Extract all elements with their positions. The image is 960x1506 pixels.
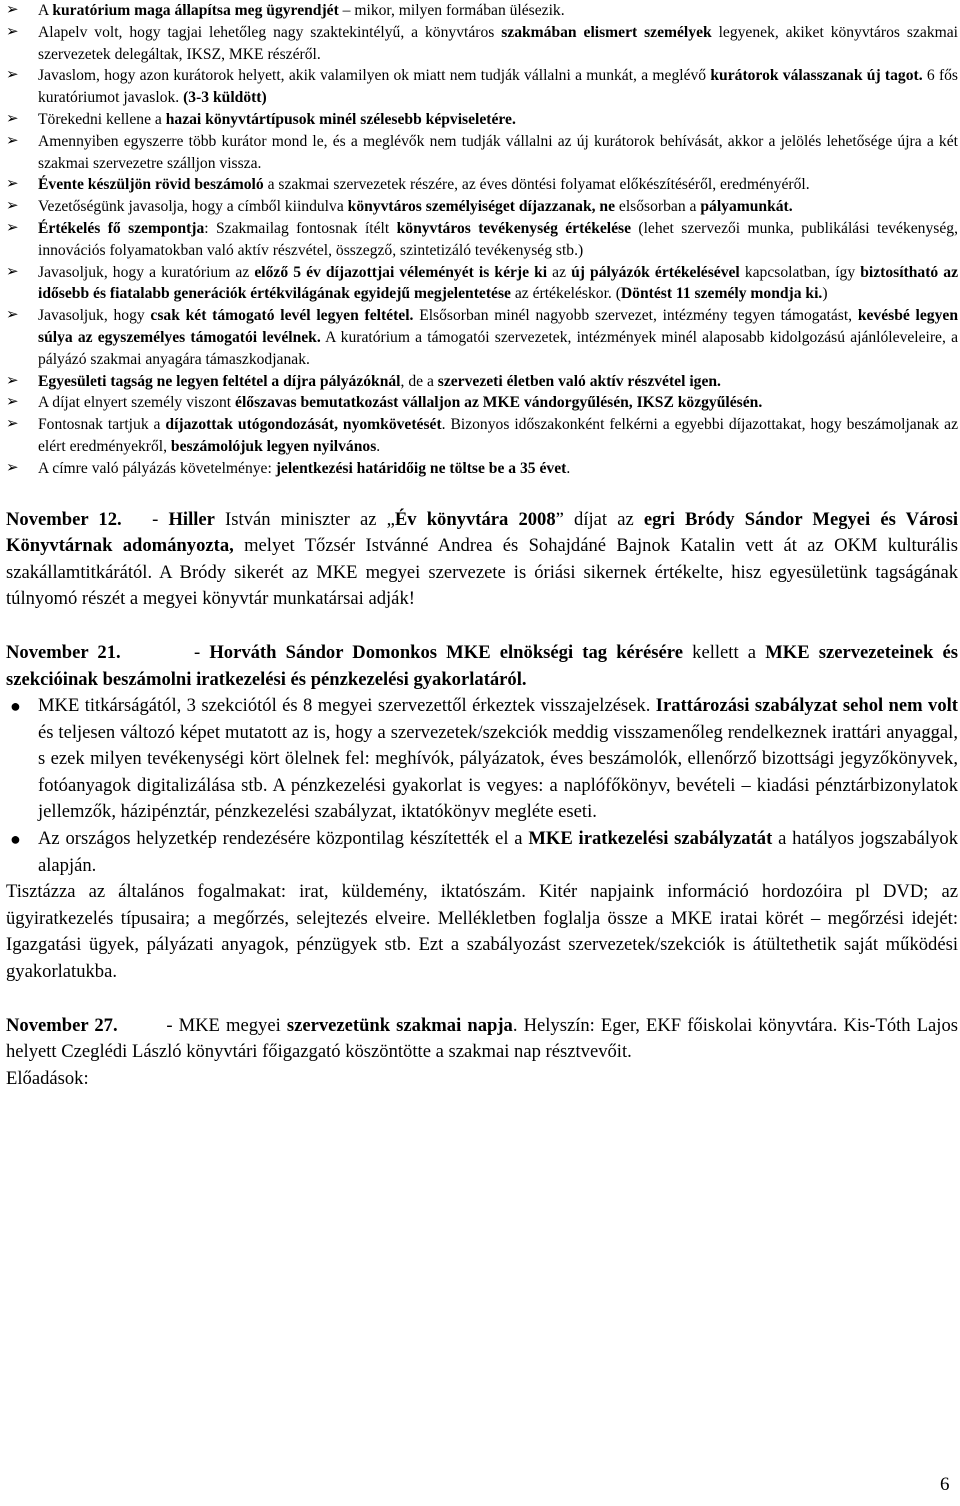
bullet-dot-icon: ● bbox=[10, 696, 21, 717]
item-text: Évente készüljön rövid beszámoló a szakmai szervezetek részére, az éves döntési folyamat előkészítéséről, eredményéről. bbox=[38, 176, 810, 194]
list-item bbox=[6, 305, 958, 370]
item-text: Vezetőségünk javasolja, hogy a címből kiindulva könyvtáros személyiséget díjazzanak, ne elsősorban a pályamunkát. bbox=[38, 198, 793, 216]
list-item bbox=[6, 174, 958, 196]
arrow-bullet-icon: ➢ bbox=[6, 132, 19, 149]
item-text: A díjat elnyert személy viszont élőszavas bemutatkozást vállaljon az MKE vándorgyűlésén, IKSZ közgyűlésén. bbox=[38, 394, 763, 412]
item-text: Fontosnak tartjuk a díjazottak utógondozását, nyomkövetését. Bizonyos időszakonként felkérni a egyebbi díjazottakat, hogy beszámoljanak az elért eredményekről, beszámolójuk legyen nyilvános. bbox=[38, 416, 958, 455]
item-text: Értékelés fő szempontja: Szakmailag fontosnak ítélt könyvtáros tevékenység értékelése (lehet szervezői munka, publikálási tevékenység, innovációs folyamatokban való aktív részvétel, összegző, szintetizáló tevékenység stb.) bbox=[38, 219, 958, 259]
november-21-list bbox=[6, 693, 958, 879]
eloadasok-heading: Előadások: bbox=[6, 1067, 89, 1089]
list-item bbox=[6, 693, 958, 826]
arrow-bullet-icon: ➢ bbox=[6, 23, 19, 40]
item-text: Amennyiben egyszerre több kurátor mond le, és a meglévők nem tudják vállalni az új kurátorok behívását, akkor a jelölés lehetősége újra a két szakmai szervezetre szálljon vissza. bbox=[38, 132, 958, 172]
arrow-bullet-icon: ➢ bbox=[6, 372, 19, 389]
arrow-bullet-icon: ➢ bbox=[6, 263, 19, 280]
item-text: Javasoljuk, hogy csak két támogató levél legyen feltétel. Elsősorban minél nagyobb szervezet, intézmény tegyen támogatást, kevésbé legyen súlya az egyszemélyes támogatói levélnek. A kuratórium a támogatói szervezetek, intézmények minél alaposabb kidolgozású ajánlóleveleire, a pályázó szakmai anyagára támaszkodjanak. bbox=[38, 307, 958, 368]
item-text: Törekedni kellene a hazai könyvtártípusok minél szélesebb képviseletére. bbox=[38, 110, 516, 128]
item-text: Alapelv volt, hogy tagjai lehetőleg nagy szaktekintélyű, a könyvtáros szakmában elismert személyek legyenek, akiket könyvtáros szakmai szervezetek delegáltak, IKSZ, MKE részéről. bbox=[38, 23, 958, 63]
arrow-bullet-icon: ➢ bbox=[6, 67, 19, 84]
recommendations-list bbox=[6, 0, 958, 480]
list-item bbox=[6, 131, 958, 175]
list-item bbox=[6, 65, 958, 109]
list-item bbox=[6, 414, 958, 458]
arrow-bullet-icon: ➢ bbox=[6, 307, 19, 324]
arrow-bullet-icon: ➢ bbox=[6, 110, 19, 127]
list-item bbox=[6, 0, 958, 22]
list-item bbox=[6, 262, 958, 306]
arrow-bullet-icon: ➢ bbox=[6, 2, 19, 18]
arrow-bullet-icon: ➢ bbox=[6, 459, 19, 476]
item-text: Egyesületi tagság ne legyen feltétel a díjra pályázóknál, de a szervezeti életben való aktív részvétel igen. bbox=[38, 372, 721, 390]
arrow-bullet-icon: ➢ bbox=[6, 198, 19, 215]
item-text: MKE titkárságától, 3 szekciótól és 8 megyei szervezettől érkeztek visszajelzések. Irattározási szabályzat sehol nem volt és teljesen változó képet mutatott az is, hogy a szervezetek/szekciók meddig visszamenőleg rendelkeznek irattári anyaggal, s ezek milyen tevékenységi kört ölelnek fel: meghívók, pályázatok, éves beszámolók, ellenőrző bizottsági jegyzőkönyvek, fotóanyagok digitalizálása stb. A pénzkezelési gyakorlat is vegyes: a naplófőkönyv, bevételi – kiadási pénztárbizonylatok jellemzők, házipénztár, pénzkezelési szabályzat, iktatókönyv megléte eseti. bbox=[38, 695, 958, 823]
item-text: Javasoljuk, hogy a kuratórium az előző 5 év díjazottjai véleményét is kérje ki az új pályázók értékelésével kapcsolatban, így biztosítható az idősebb és fiatalabb generációk értékvilágának egyidejű megjelentetése az értékeléskor. (Döntést 11 személy mondja ki.) bbox=[38, 263, 958, 303]
list-item bbox=[6, 22, 958, 66]
list-item bbox=[6, 371, 958, 393]
arrow-bullet-icon: ➢ bbox=[6, 176, 19, 193]
list-item bbox=[6, 826, 958, 879]
bullet-dot-icon: ● bbox=[10, 829, 21, 850]
item-text: Javaslom, hogy azon kurátorok helyett, akik valamilyen ok miatt nem tudják vállalni a munkát, a meglévő kurátorok válasszanak új tagot. 6 fős kuratóriumot javaslok. (3-3 küldött) bbox=[38, 67, 958, 107]
entry-november-27: November 27. - MKE megyei szervezetünk szakmai napja. Helyszín: Eger, EKF főiskolai könyvtára. Kis-Tóth Lajos helyett Czeglédi László könyvtári főigazgató köszöntötte a szakmai nap résztvevőit. bbox=[6, 1014, 959, 1063]
arrow-bullet-icon: ➢ bbox=[6, 394, 19, 411]
arrow-bullet-icon: ➢ bbox=[6, 219, 19, 236]
page-number: 6 bbox=[940, 1474, 950, 1495]
list-item bbox=[6, 218, 958, 262]
iratkezeles-paragraph: Tisztázza az általános fogalmakat: irat, küldemény, iktatószám. Kitér napjaink információ hordozóira pl DVD; az ügyiratkezelés típusaira; a megőrzés, selejtezés elveire. Mellékletben foglalja össze a MKE iratai körét – megőrzési idejét: Igazgatási ügyek, pályázati anyagok, pénzügyek stb. Ezt a szabályozást szervezetek/szekciók is átültethetik saját működési gyakorlatukba. bbox=[6, 881, 958, 983]
list-item bbox=[6, 392, 958, 414]
list-item bbox=[6, 196, 958, 218]
item-text: A kuratórium maga állapítsa meg ügyrendjét – mikor, milyen formában ülésezik. bbox=[38, 2, 565, 19]
document-page bbox=[6, 0, 958, 1092]
list-item bbox=[6, 458, 958, 480]
entry-november-21: November 21. - Horváth Sándor Domonkos MKE elnökségi tag kérésére kellett a MKE szervezeteinek és szekcióinak beszámolni iratkezelési és pénzkezelési gyakorlatáról. bbox=[6, 641, 959, 690]
item-text: A címre való pályázás követelménye: jelentkezési határidőig ne töltse be a 35 évet. bbox=[38, 459, 571, 477]
entry-november-12: November 12. - Hiller István miniszter az „Év könyvtára 2008” díjat az egri Bródy Sándor Megyei és Városi Könyvtárnak adományozta, melyet Tőzsér Istvánné Andrea és Sohajdáné Bajnok Katalin vett át az OKM kulturális szakállamtitkárától. A Bródy sikerét az MKE megyei szervezete is óriási sikernek értékelte, hisz egyesületünk tagságának túlnyomó részét a megyei könyvtár munkatársai adják! bbox=[6, 508, 958, 610]
item-text: Az országos helyzetkép rendezésére központilag készítették el a MKE iratkezelési szabályzatát a hatályos jogszabályok alapján. bbox=[38, 828, 958, 876]
list-item bbox=[6, 109, 958, 131]
arrow-bullet-icon: ➢ bbox=[6, 416, 19, 433]
